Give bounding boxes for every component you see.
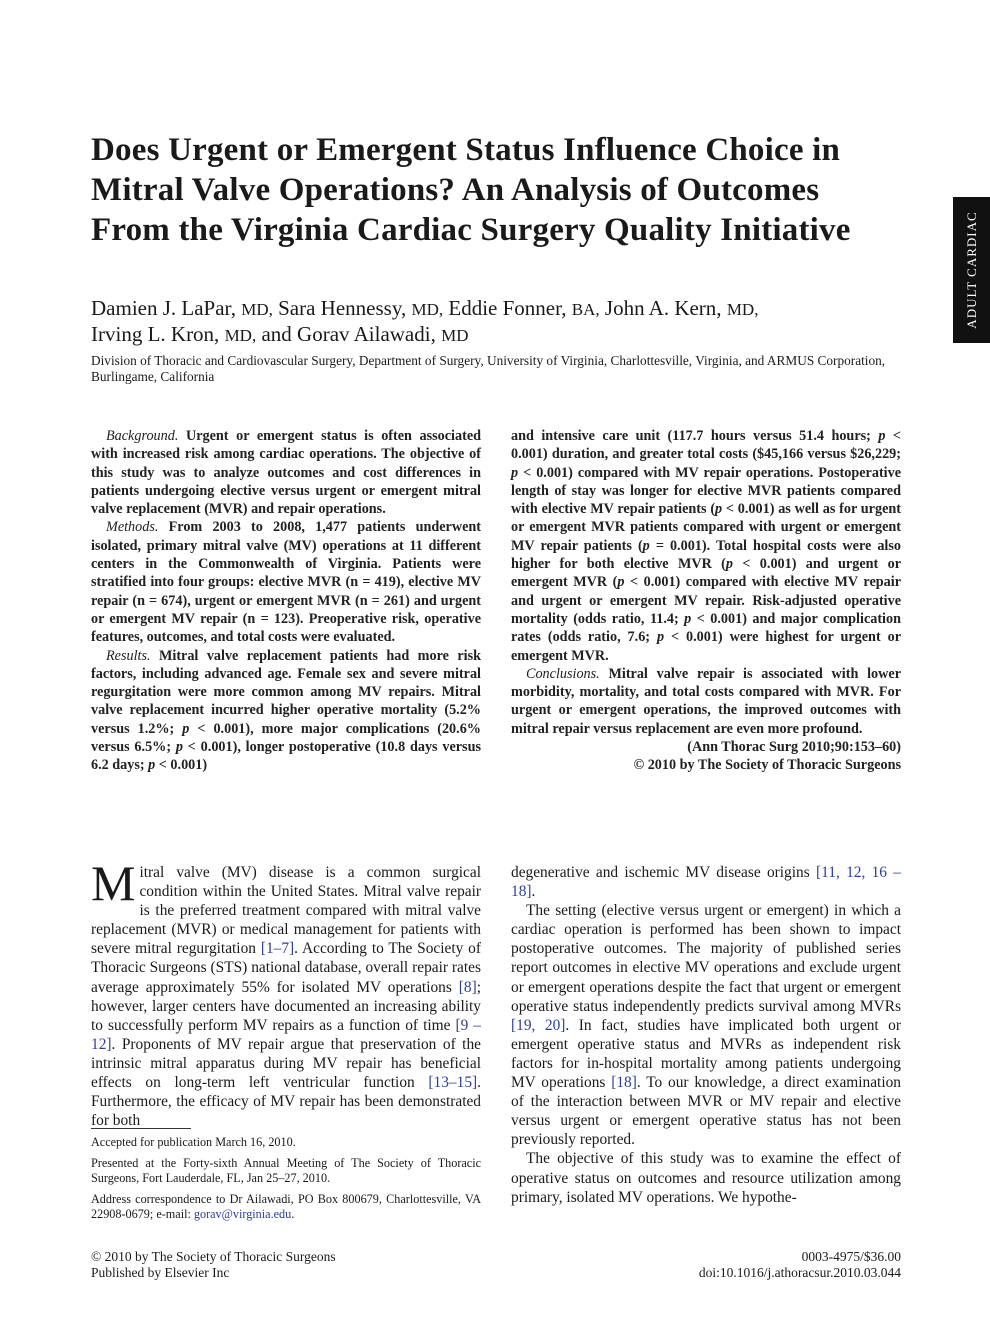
doi: doi:10.1016/j.athoracsur.2010.03.044 [698, 1264, 901, 1280]
author-name: John A. Kern, [604, 296, 722, 320]
p-symbol: p [656, 629, 665, 646]
body-text: itral valve (MV) disease is a common surgical condition within the United States. Mitral valve repair is the preferred treatment compared with mitral valve replacement (MVR) or medical management for patients with severe mitral regurgitation [91, 864, 481, 958]
body-text: . Proponents of MV repair argue that preservation of the intrinsic mitral apparatus during MV repair has beneficial effects on long-term left ventricular function [91, 1035, 481, 1092]
article-title: Does Urgent or Emergent Status Influence Choice in Mitral Valve Operations? An Analysis of Outcomes From the Virginia Cardiac Surgery Quality Initiative [91, 132, 851, 248]
footnote-text: . [291, 1207, 295, 1221]
bottom-copyright: © 2010 by The Society of Thoracic Surgeons [91, 1249, 336, 1264]
author-list [91, 296, 891, 348]
footnotes [91, 1135, 481, 1228]
intro-paragraph [91, 855, 481, 1130]
body-paragraph: The objective of this study was to examine the effect of operative status on outcomes and resource utilization among primary, isolated MV operations. We hypothe- [511, 1150, 901, 1206]
author-name: Eddie Fonner, [448, 296, 567, 320]
abstract-text: < 0.001) and urgent or emergent MVR ( [511, 556, 901, 591]
author-degree: MD, [726, 300, 759, 319]
abstract-text: Mitral valve replacement patients had more risk factors, including advanced age. Female sex and severe mitral regurgitation were more common among MV repairs. Mitral valve replacement incurred higher operative mortality (5.2% versus 1.2%; [91, 647, 482, 737]
reference-link[interactable]: [1–7] [260, 940, 295, 958]
abstract-results-cont [511, 427, 901, 665]
footnote-accepted: Accepted for publication March 16, 2010. [91, 1135, 296, 1149]
abstract-text: Urgent or emergent status is often associated with increased risk among cardiac operations. The objective of this study was to analyze outcomes and cost differences in patients undergoing elective versus urgent or emergent mitral valve replacement (MVR) and repair operations. [91, 428, 482, 518]
abstract-text: < 0.001) [155, 757, 208, 774]
p-symbol: p [175, 739, 183, 756]
issn-price: 0003-4975/$36.00 [801, 1249, 901, 1264]
author-name: Sara Hennessy, [278, 296, 407, 320]
reference-link[interactable]: [8] [458, 978, 477, 996]
article-identifiers [560, 1249, 901, 1280]
section-tab-label: ADULT CARDIAC [963, 211, 979, 329]
p-symbol: p [684, 610, 692, 627]
p-symbol: p [511, 464, 519, 481]
p-symbol: p [715, 501, 723, 518]
author-name: Damien J. LaPar, [91, 296, 236, 320]
abstract-text: < 0.001) compared with MV repair operations. Postoperative length of stay was longer for elective MVR patients compared with elective MV repair patients ( [511, 464, 901, 518]
reference-link[interactable]: [19, 20] [511, 1016, 566, 1034]
body-text: . In fact, studies have implicated both urgent or emergent operative status and MVRs as independent risk factors for in-hospital mortality among patients undergoing MV operations [511, 1016, 901, 1092]
author-degree: MD, [411, 300, 444, 319]
abstract-heading: Conclusions. [526, 665, 600, 682]
body-text: ; however, larger centers have documented an increasing ability to successfully perform MV repairs as a function of time [91, 978, 481, 1034]
abstract-text: = 0.001). Total hospital costs were also higher for both elective MVR ( [511, 537, 901, 573]
body-paragraph [511, 863, 901, 901]
abstract-right-column [511, 427, 901, 775]
footnote-divider [91, 1128, 191, 1129]
footnote-text: Address correspondence to Dr Ailawadi, PO Box 800679, Charlottesville, VA 22908-0679; e-mail: [91, 1191, 481, 1221]
bottom-publisher: Published by Elsevier Inc [91, 1264, 230, 1280]
body-text: The setting (elective versus urgent or emergent) in which a cardiac operation is performed has been shown to impact postoperative outcomes. The majority of published series report outcomes in elective MV operations and exclude urgent or emergent operations despite the fact that urgent or emergent operative status independently predicts survival among MVRs [511, 902, 901, 1015]
abstract-citation: (Ann Thorac Surg 2010;90:153–60) [687, 739, 901, 756]
footnote-presented: Presented at the Forty-sixth Annual Meeting of The Society of Thoracic Surgeons, Fort Lauderdale, FL, Jan 25–27, 2010. [91, 1155, 481, 1185]
abstract-text: < 0.001) compared with elective MV repair and urgent or emergent MV repair. Risk-adjusted operative mortality (odds ratio, 11.4; [511, 574, 901, 627]
footnote-address [91, 1192, 481, 1223]
author-name: and Gorav Ailawadi, [261, 322, 436, 346]
p-symbol: p [642, 537, 650, 554]
p-symbol: p [148, 757, 156, 774]
abstract-text: and intensive care unit (117.7 hours versus 51.4 hours; [511, 428, 879, 444]
abstract-heading: Results. [106, 647, 151, 664]
author-degree: MD [441, 326, 469, 345]
abstract-text: < 0.001) as well as for urgent or emergent MVR patients compared with urgent or emergent MV repair patients ( [511, 501, 901, 554]
p-symbol: p [725, 556, 733, 573]
reference-link[interactable]: [11, 12, 16 –18] [511, 864, 901, 901]
abstract-text: < 0.001) and major complication rates (odds ratio, 7.6; [511, 610, 901, 646]
author-name: Irving L. Kron, [91, 322, 220, 346]
abstract-text: < 0.001), longer postoperative (10.8 days versus 6.2 days; [91, 739, 481, 774]
body-text: degenerative and ischemic MV disease origins [511, 864, 816, 881]
p-symbol: p [878, 428, 886, 444]
body-text: . Furthermore, the efficacy of MV repair has been demonstrated for both [91, 1074, 481, 1130]
drop-cap: M [91, 855, 136, 911]
author-line-2 [91, 322, 891, 348]
abstract-copyright: © 2010 by The Society of Thoracic Surgeons [633, 757, 901, 774]
body-paragraph [511, 901, 901, 1149]
body-text: . To our knowledge, a direct examination of the interaction between MVR or MV repair and elective versus urgent or emergent operative status has not been previously reported. [511, 1074, 901, 1149]
body-left-column [91, 855, 481, 1130]
abstract-left-column [91, 427, 481, 775]
author-line-1 [91, 296, 891, 322]
abstract-text: From 2003 to 2008, 1,477 patients underwent isolated, primary mitral valve (MV) operations at 11 different centers in the Commonwealth of Virginia. Patients were stratified into four groups: elective MVR (n = 419), elective MV repair (n = 674), urgent or emergent MVR (n = 261) and urgent or emergent MV repair (n = 123). Preoperative risk, operative features, outcomes, and total costs were evaluated. [91, 519, 481, 646]
abstract-heading: Methods. [106, 519, 159, 536]
email-link[interactable]: gorav@virginia.edu [193, 1207, 292, 1221]
reference-link[interactable]: [18] [611, 1074, 637, 1092]
body-right-column [511, 863, 901, 1207]
publisher-info [91, 1249, 491, 1280]
author-degree: BA, [571, 300, 600, 319]
reference-link[interactable]: [13–15] [428, 1074, 478, 1092]
abstract-text: < 0.001), more major complications (20.6% versus 6.5%; [91, 720, 481, 756]
reference-link[interactable]: [9 –12] [91, 1016, 481, 1053]
body-text: . According to The Society of Thoracic Surgeons (STS) national database, overall repair rates average approximately 55% for isolated MV operations [91, 940, 481, 996]
p-symbol: p [182, 720, 190, 737]
abstract-conclusions [511, 665, 901, 738]
abstract-text: Mitral valve repair is associated with lower morbidity, mortality, and total costs compared with MVR. For urgent or emergent operations, the improved outcomes with mitral repair versus replacement are even more profound. [511, 665, 901, 737]
section-tab [953, 197, 990, 343]
author-degree: MD, [241, 300, 273, 319]
abstract-heading: Background. [106, 428, 179, 444]
body-text: . [531, 883, 536, 901]
abstract-text: < 0.001) were highest for urgent or emergent MVR. [511, 629, 901, 664]
author-degree: MD, [224, 326, 257, 345]
abstract-methods [91, 518, 481, 646]
abstract-text: < 0.001) duration, and greater total costs ($45,166 versus $26,229; [511, 428, 901, 463]
abstract-background [91, 427, 481, 518]
affiliation: Division of Thoracic and Cardiovascular Surgery, Department of Surgery, University of Virginia, Charlottesville, Virginia, and ARMUS Corporation, Burlingame, California [91, 353, 886, 384]
abstract-results [91, 647, 481, 775]
p-symbol: p [617, 574, 625, 591]
